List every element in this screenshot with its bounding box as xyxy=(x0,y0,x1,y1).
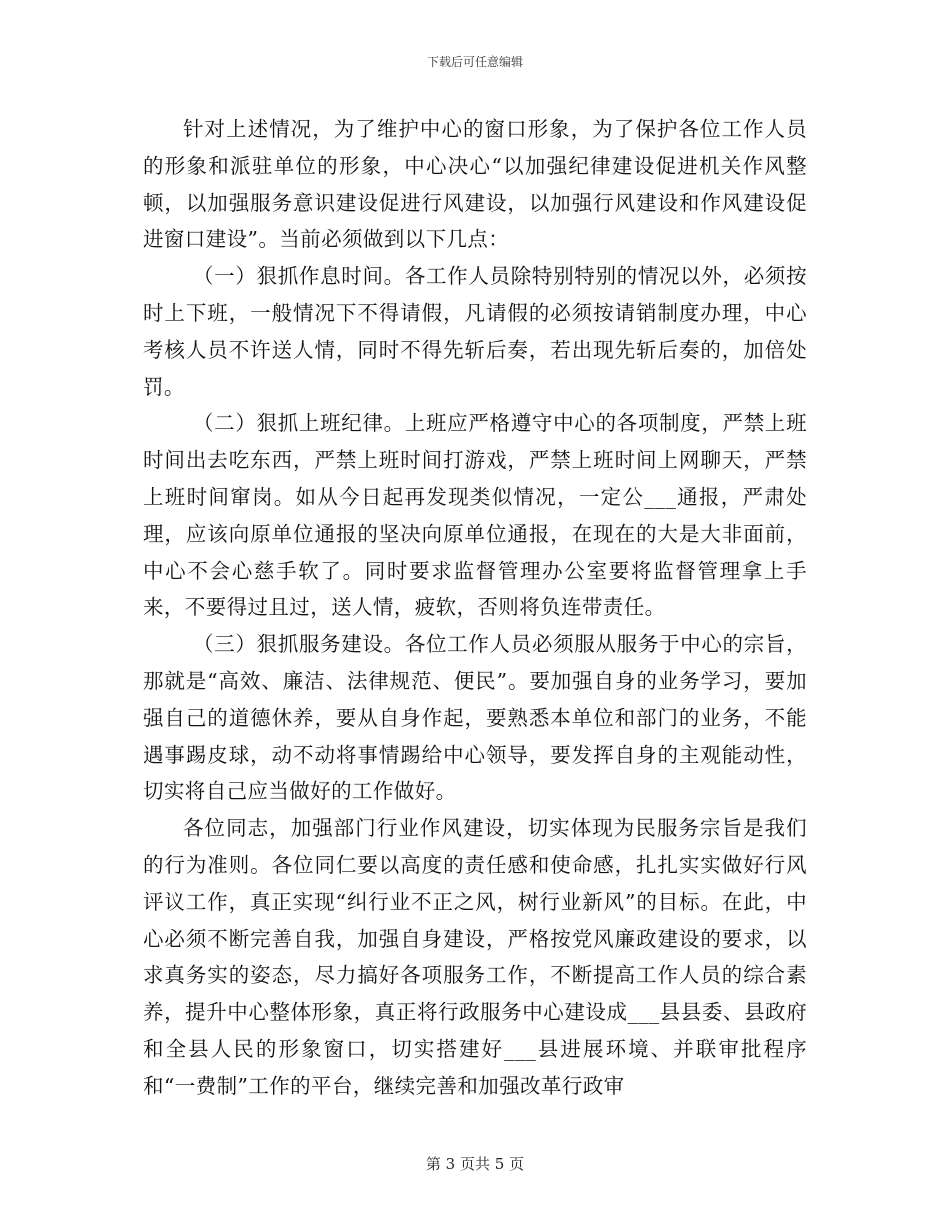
document-body xyxy=(143,111,807,1105)
paragraph-conclusion: 各位同志，加强部门行业作风建设，切实体现为民服务宗旨是我们的行为准则。各位同仁要以高度的责任感和使命感，扎扎实实做好行风评议工作，真正实现“纠行业不正之风，树行业新风”的目标。在此，中心必须不断完善自我，加强自身建设，严格按党风廉政建设的要求，以求真务实的姿态，尽力搞好各项服务工作，不断提高工作人员的综合素养，提升中心整体形象，真正将行政服务中心建设成___县县委、县政府和全县人民的形象窗口，切实搭建好___县进展环境、并联审批程序和“一费制”工作的平台，继续完善和加强改革行政审 xyxy=(143,816,807,1098)
paragraph-intro: 针对上述情况，为了维护中心的窗口形象，为了保护各位工作人员的形象和派驻单位的形象，中心决心“以加强纪律建设促进机关作风整顿，以加强服务意识建设促进行风建设，以加强行风建设和作风建设促进窗口建设”。当前必须做到以下几点： xyxy=(143,117,807,252)
paragraph-item-2: （二）狠抓上班纪律。上班应严格遵守中心的各项制度，严禁上班时间出去吃东西，严禁上班时间打游戏，严禁上班时间上网聊天，严禁上班时间窜岗。如从今日起再发现类似情况，一定公___通报，严肃处理，应该向原单位通报的坚决向原单位通报，在现在的大是大非面前，中心不会心慈手软了。同时要求监督管理办公室要将监督管理拿上手来，不要得过且过，送人情，疲软，否则将负连带责任。 xyxy=(143,411,807,620)
paragraph-item-1: （一）狠抓作息时间。各工作人员除特别特别的情况以外，必须按时上下班，一般情况下不得请假，凡请假的必须按请销制度办理，中心考核人员不许送人情，同时不得先斩后奏，若出现先斩后奏的，加倍处罚。 xyxy=(143,264,807,399)
page-header: 下载后可任意编辑 xyxy=(426,55,523,69)
page-number-footer: 第 3 页共 5 页 xyxy=(425,1155,525,1173)
paragraph-item-3: （三）狠抓服务建设。各位工作人员必须服从服务于中心的宗旨，那就是“高效、廉洁、法律规范、便民”。要加强自身的业务学习，要加强自己的道德休养，要从自身作起，要熟悉本单位和部门的业务，不能遇事踢皮球，动不动将事情踢给中心领导，要发挥自身的主观能动性，切实将自己应当做好的工作做好。 xyxy=(143,632,807,804)
